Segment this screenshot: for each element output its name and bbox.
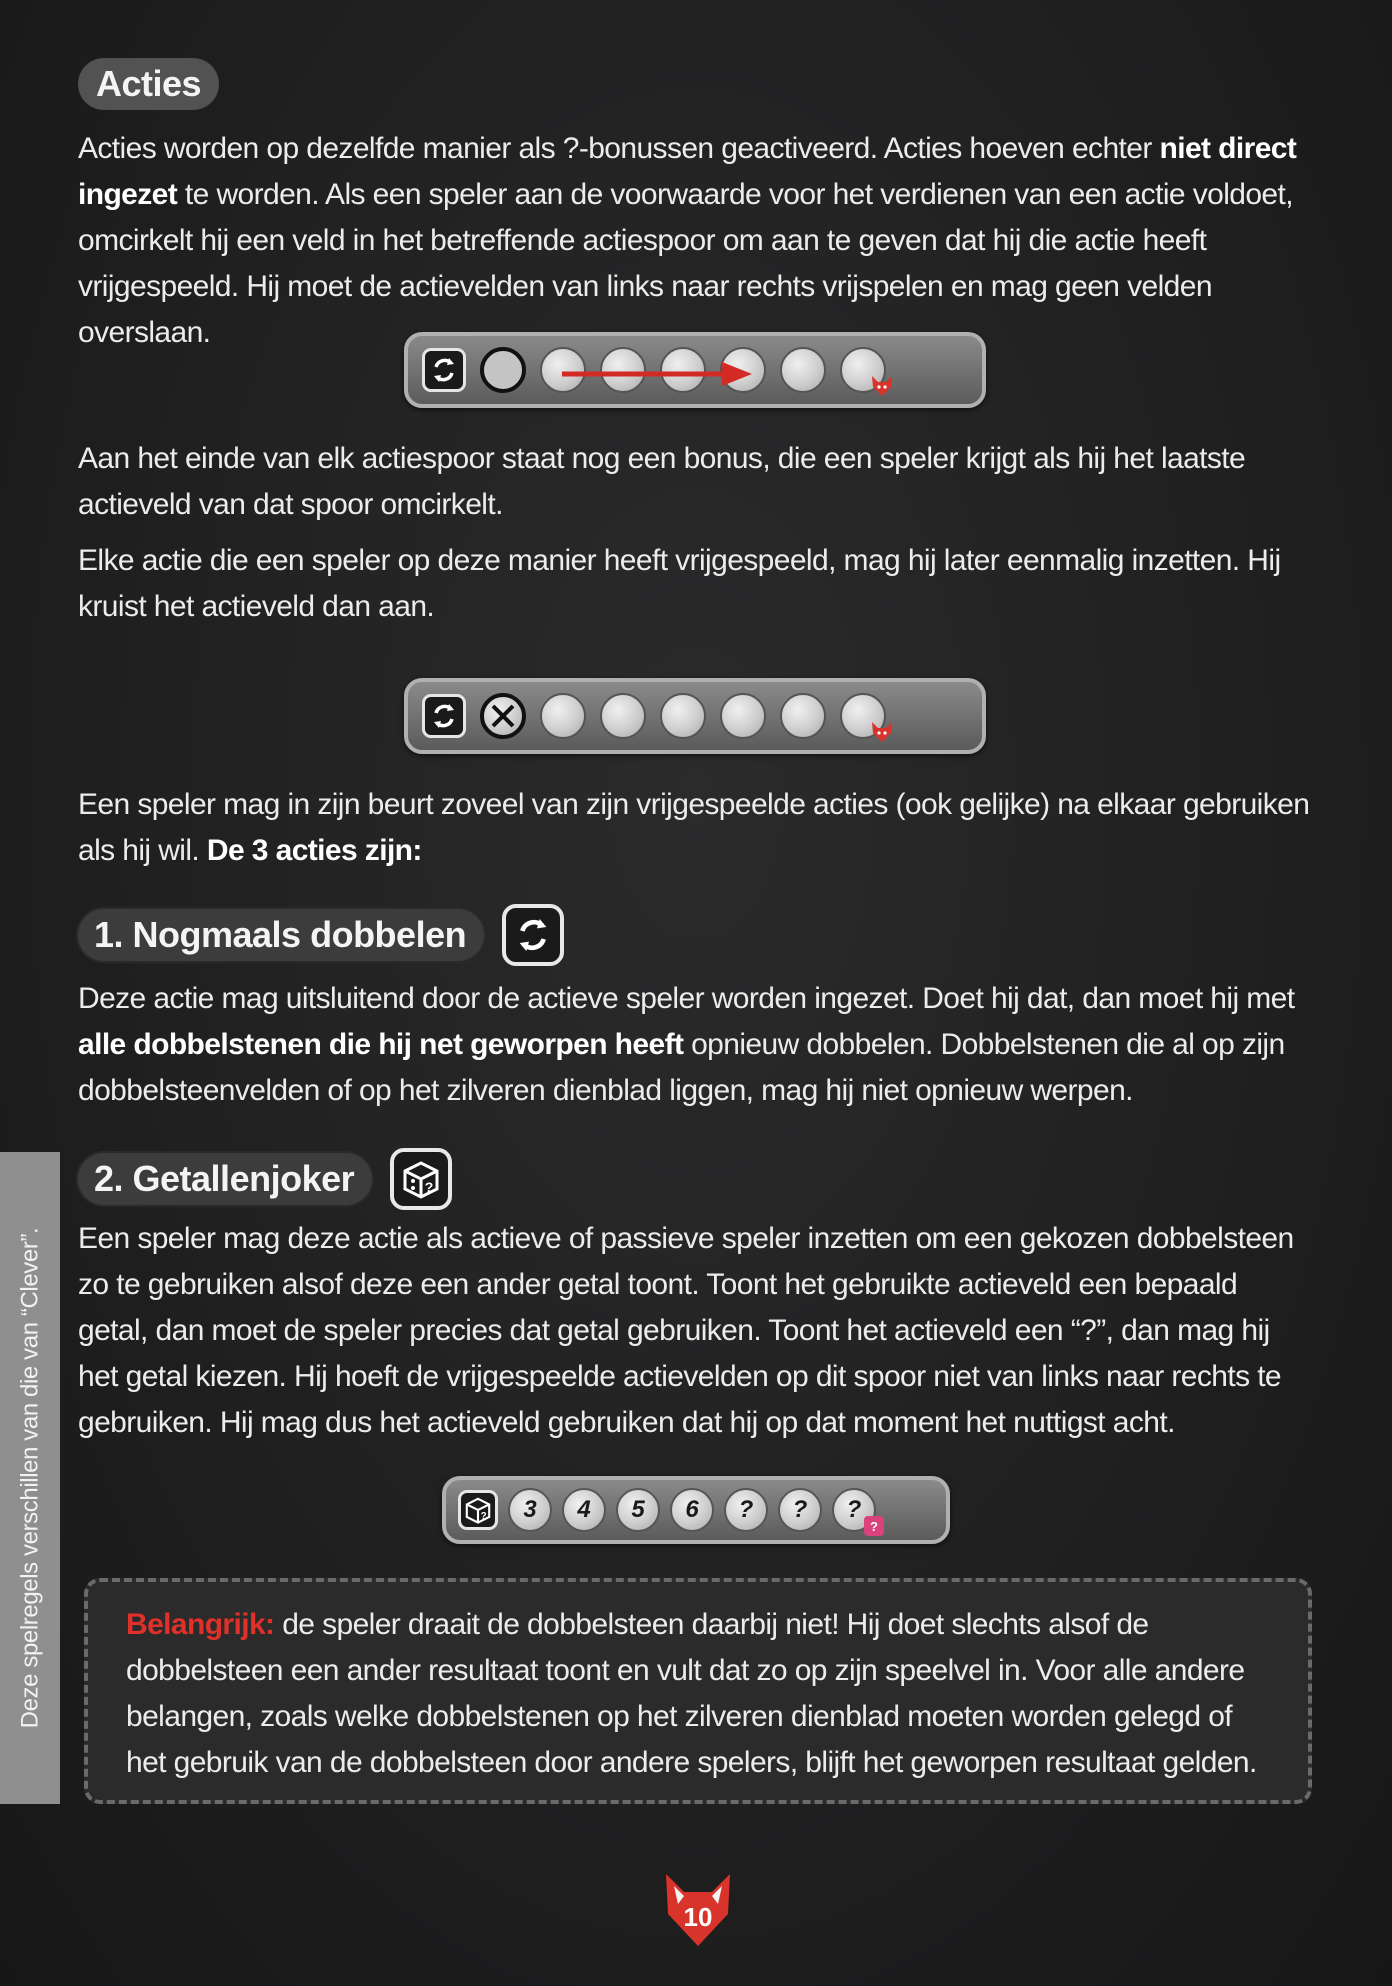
action-field <box>780 693 826 739</box>
text-run: opnieuw dobbelen. Dobbelstenen die al op zijn dobbelsteenvelden of op het zilveren dienblad liggen, mag hij niet opnieuw werpen. <box>78 1028 1285 1107</box>
svg-text:?: ? <box>424 1179 434 1195</box>
text-run: Elke actie die een speler op deze manier heeft vrijgespeeld, mag hij later eenmalig inzetten. Hij kruist het actieveld dan aan. <box>78 544 1281 623</box>
action-field <box>780 347 826 393</box>
action1-title: 1. Nogmaals dobbelen <box>78 909 484 961</box>
notice-body: de speler draait de dobbelsteen daarbij niet! Hij doet slechts alsof de dobbelsteen een ander resultaat toont en vult dat zo op zijn speelvel in. Voor alle andere belangen, zoals welke dobbelstenen op het zilveren dienblad moeten worden gelegd of het gebruik van de dobbelsteen door andere spelers, blijft het geworpen resultaat gelden. <box>126 1608 1257 1779</box>
text-run: te worden. Als een speler aan de voorwaarde voor het verdienen van een actie voldoet, omcirkelt hij een veld in het betreffende actiespoor om aan te geven dat hij die actie heeft vrijgespeeld. Hij moet de actievelden van links naar rechts vrijspelen en mag geen velden overslaan. <box>78 178 1293 349</box>
emphasis-text: De 3 acties zijn: <box>206 834 422 867</box>
joker-field: 6 <box>670 1488 714 1532</box>
notice-label: Belangrijk: <box>126 1608 275 1641</box>
reroll-icon <box>502 904 564 966</box>
reroll-icon <box>422 348 466 392</box>
action-track-crossed <box>404 678 986 754</box>
section-title: Acties <box>78 58 219 110</box>
important-notice <box>84 1578 1312 1804</box>
svg-text:?: ? <box>480 1511 487 1523</box>
joker-field-label: ? <box>846 1496 862 1523</box>
action2-header <box>78 1148 1310 1210</box>
intro-paragraph <box>78 126 1310 356</box>
joker-field: 3 <box>508 1488 552 1532</box>
side-tab <box>0 1152 60 1804</box>
joker-field-bonus <box>832 1488 876 1532</box>
arrow-right-icon <box>558 358 758 390</box>
action-field-crossed <box>480 693 526 739</box>
action-field <box>600 693 646 739</box>
number-joker-icon <box>390 1148 452 1210</box>
bonus-paragraph <box>78 436 1310 528</box>
action-track-circled <box>404 332 986 408</box>
fox-icon <box>870 721 894 743</box>
action2-description <box>78 1216 1310 1446</box>
action-field-circled <box>480 347 526 393</box>
action2-title: 2. Getallenjoker <box>78 1153 372 1205</box>
actions-list-intro <box>78 782 1310 874</box>
action-field <box>720 693 766 739</box>
emphasis-text: alle dobbelstenen die hij net geworpen heeft <box>78 1028 684 1061</box>
joker-field: 5 <box>616 1488 660 1532</box>
action-field-bonus <box>840 347 886 393</box>
cross-icon <box>488 701 518 731</box>
fox-icon <box>660 1872 736 1948</box>
use-paragraph <box>78 538 1310 630</box>
joker-field: ? <box>778 1488 822 1532</box>
emphasis-text: niet direct ingezet <box>78 132 1297 211</box>
text-run: Een speler mag in zijn beurt zoveel van zijn vrijgespeelde acties (ook gelijke) na elkaar gebruiken als hij wil. <box>78 788 1310 867</box>
section-header <box>78 58 1310 110</box>
joker-field: ? <box>724 1488 768 1532</box>
text-run: Deze actie mag uitsluitend door de actieve speler worden ingezet. Doet hij dat, dan moet hij met <box>78 982 1295 1015</box>
text-run: Een speler mag deze actie als actieve of passieve speler inzetten om een gekozen dobbelsteen zo te gebruiken alsof deze een ander getal toont. Toont het gebruikte actieveld een bepaald getal, dan moet de speler precies dat getal gebruiken. Toont het actieveld een “?”, dan mag hij het getal kiezen. Hij hoeft de vrijgespeelde actievelden op dit spoor niet van links naar rechts te gebruiken. Hij mag dus het actieveld gebruiken dat hij op dat moment het nuttigst acht. <box>78 1222 1294 1439</box>
bonus-question-icon: ? <box>864 1516 884 1536</box>
page-number: 10 <box>683 1902 713 1932</box>
fox-icon <box>870 375 894 397</box>
action-field <box>660 693 706 739</box>
number-joker-track <box>442 1476 950 1544</box>
action1-description <box>78 976 1310 1114</box>
action-field-bonus <box>840 693 886 739</box>
text-run: Aan het einde van elk actiespoor staat nog een bonus, die een speler krijgt als hij het laatste actieveld van dat spoor omcirkelt. <box>78 442 1246 521</box>
notice-text <box>126 1602 1274 1786</box>
reroll-icon <box>422 694 466 738</box>
text-run: Acties worden op dezelfde manier als ?-bonussen geactiveerd. Acties hoeven echter <box>78 132 1160 165</box>
action-field <box>540 693 586 739</box>
side-tab-label: Deze spelregels verschillen van die van “Clever”. <box>16 1227 44 1729</box>
joker-field: 4 <box>562 1488 606 1532</box>
page-number-badge <box>660 1872 736 1948</box>
action1-header <box>78 904 1310 966</box>
number-joker-icon <box>458 1490 498 1530</box>
